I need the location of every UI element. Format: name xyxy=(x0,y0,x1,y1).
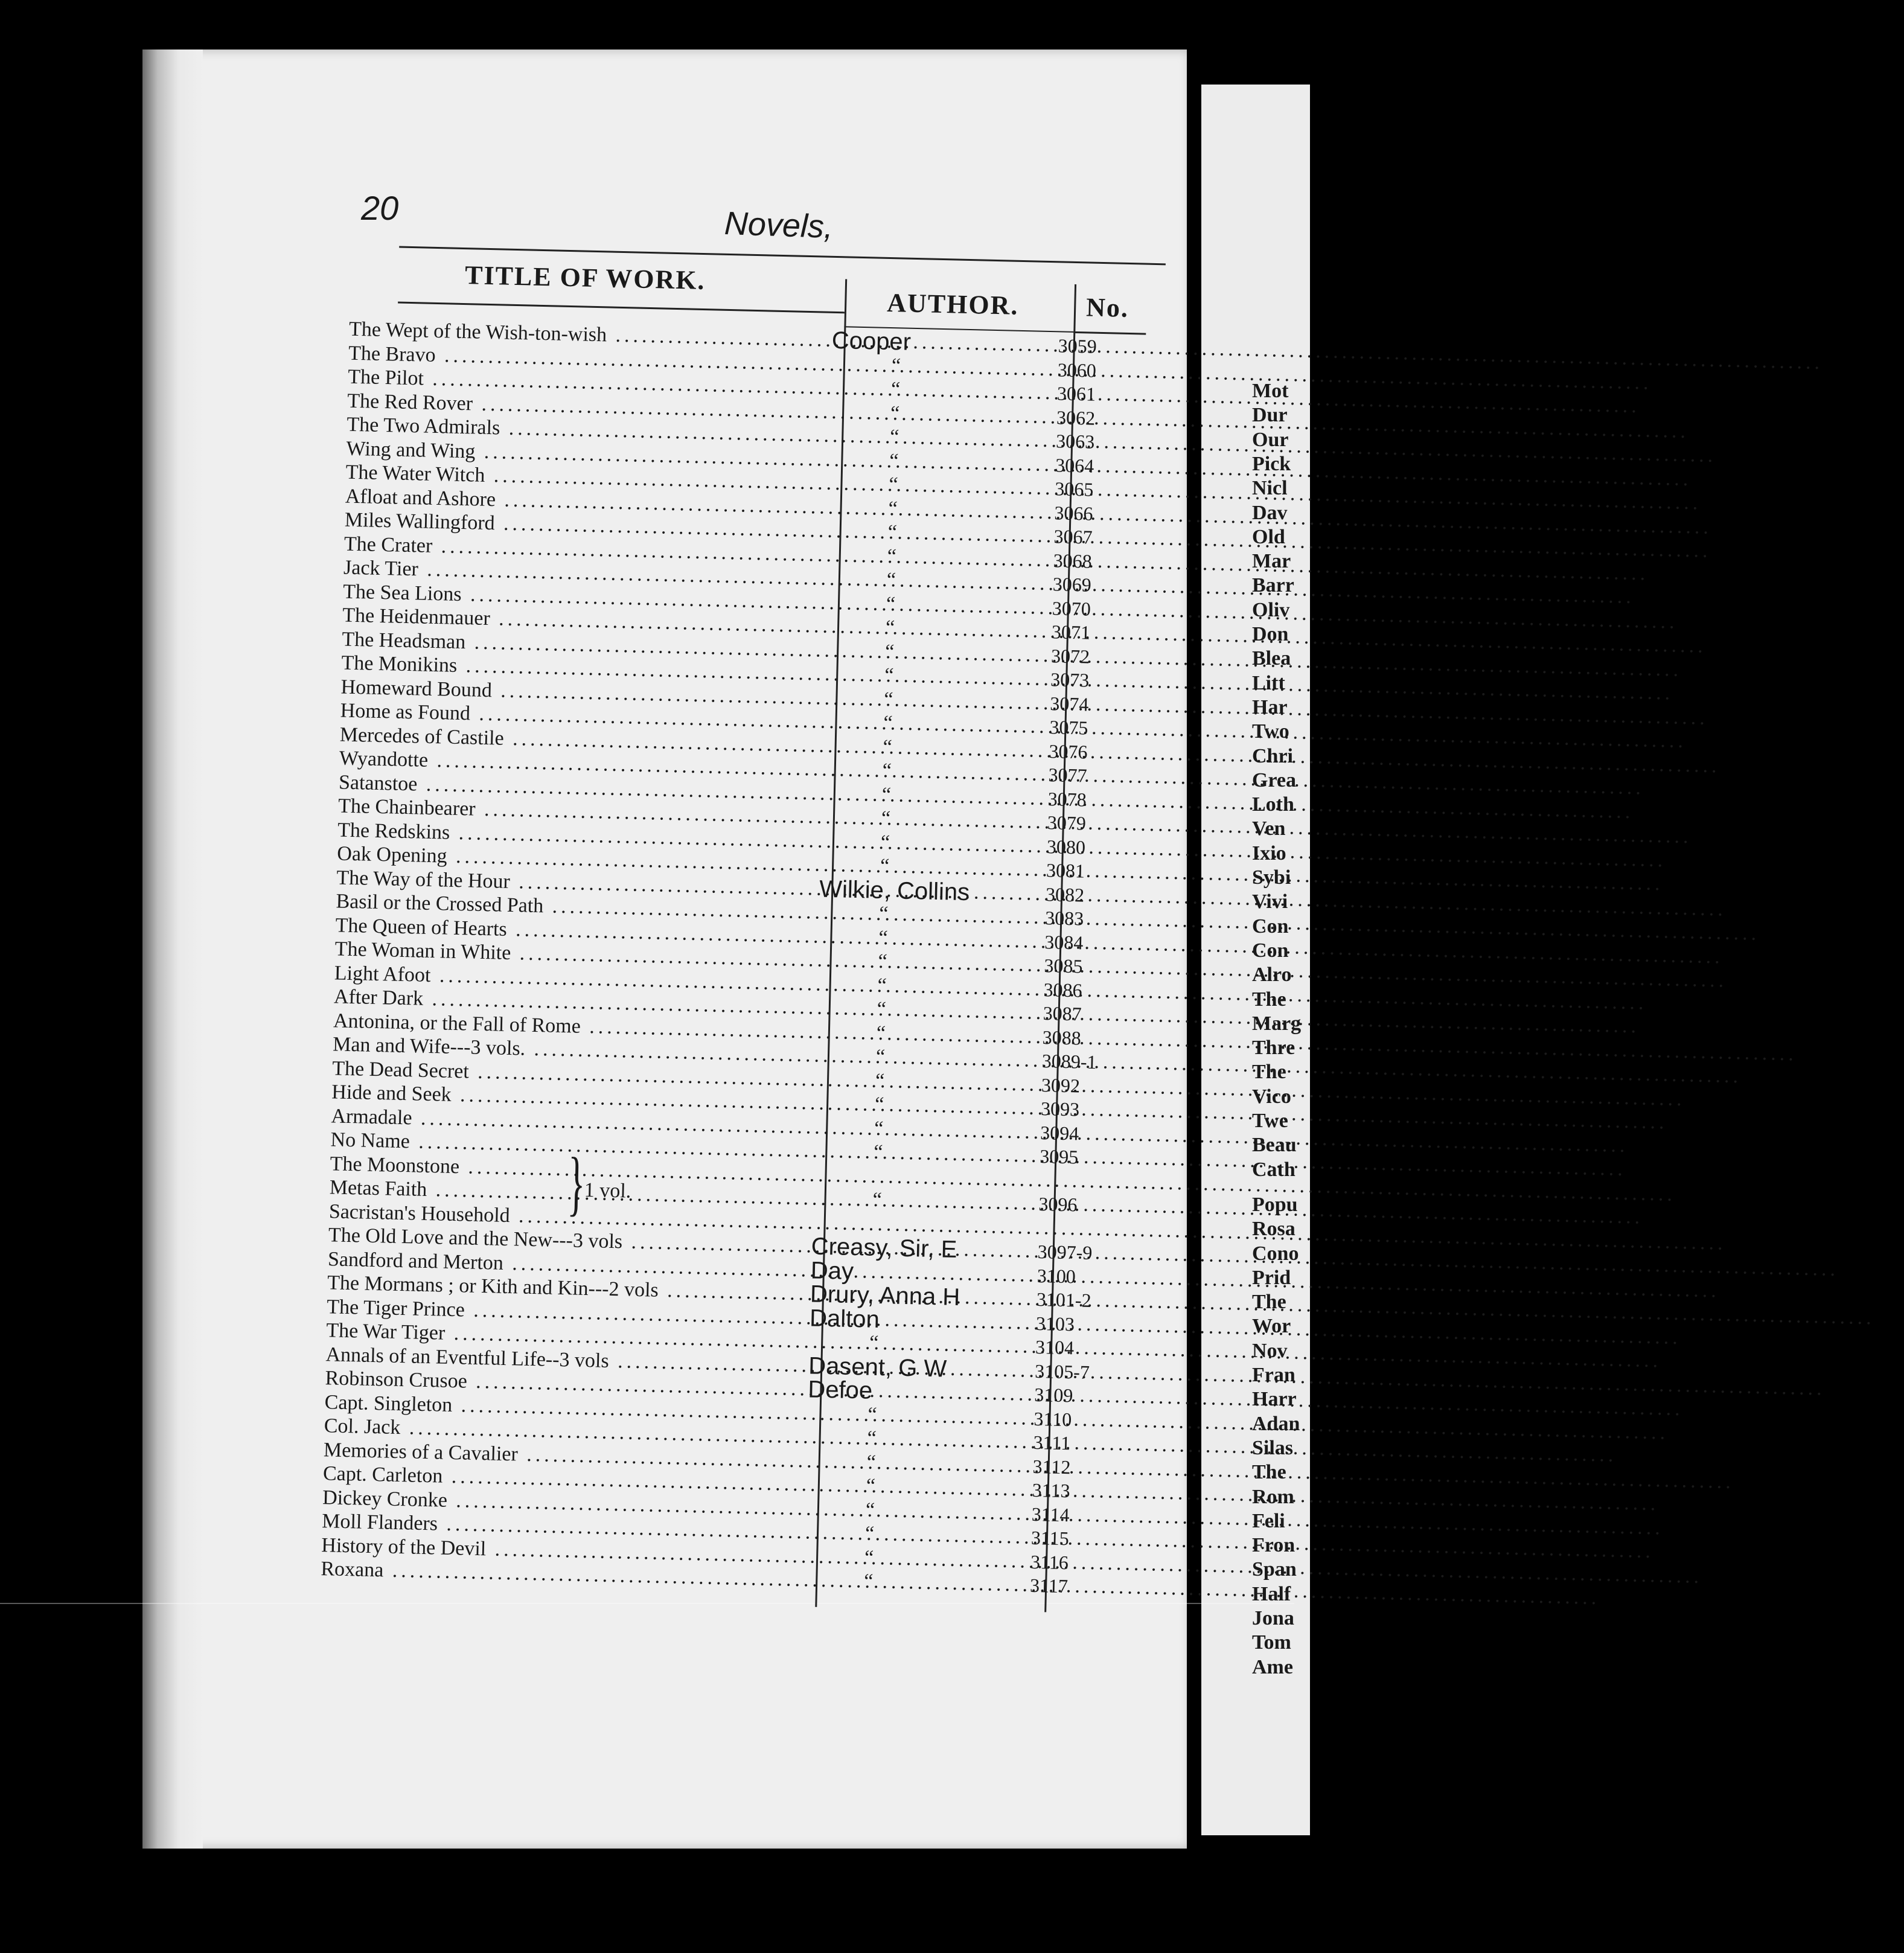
entry-title: The Queen of Hearts ..... xyxy=(335,913,819,948)
entry-author: “ xyxy=(873,1140,883,1164)
entry-number: 3078 xyxy=(1047,787,1087,811)
entry-title: Sacristan's Household ..... xyxy=(328,1200,812,1235)
entry-title: The Water Witch ..... xyxy=(345,461,829,496)
entry-author: “ xyxy=(872,1188,883,1212)
entry-author: Creasy, Sir, E xyxy=(811,1233,957,1263)
next-page-fragment: Half xyxy=(1252,1582,1291,1605)
next-page-fragment: Alro xyxy=(1252,964,1292,986)
next-page-fragment: Ven xyxy=(1252,817,1286,840)
entry-number: 3114 xyxy=(1031,1503,1070,1526)
column-header-title: TITLE OF WORK. xyxy=(464,260,706,296)
entry-number: 3115 xyxy=(1030,1526,1070,1550)
next-page-fragment: Blea xyxy=(1252,647,1291,670)
next-page-fragment: Popu xyxy=(1252,1193,1298,1216)
entry-number: 3080 xyxy=(1046,835,1086,858)
entry-number: 3094 xyxy=(1040,1121,1079,1144)
entry-number: 3116 xyxy=(1030,1550,1069,1573)
entry-author: “ xyxy=(885,616,895,639)
entry-title: Antonina, or the Fall of Rome ..... xyxy=(333,1009,817,1044)
entry-author: “ xyxy=(884,688,893,711)
entry-title: Metas Faith ..... xyxy=(329,1175,813,1210)
next-page-fragment: Fron xyxy=(1252,1534,1295,1557)
next-page-fragment: Dur xyxy=(1252,404,1288,427)
entry-number: 3085 xyxy=(1044,954,1083,977)
entry-title: Light Afoot ..... xyxy=(334,961,817,996)
next-page-fragment: Loth xyxy=(1252,793,1294,816)
entry-author: “ xyxy=(886,592,896,615)
entry-author: “ xyxy=(881,807,891,830)
next-page-fragment: Jona xyxy=(1252,1607,1294,1629)
entry-title: Jack Tier ..... xyxy=(343,556,827,591)
entry-number: 3087 xyxy=(1043,1002,1082,1025)
entry-number: 3110 xyxy=(1033,1407,1072,1430)
next-page-fragment: Con xyxy=(1252,915,1289,938)
entry-number: 3075 xyxy=(1049,716,1088,739)
entry-author: “ xyxy=(874,1093,884,1116)
entry-author: “ xyxy=(887,521,898,544)
entry-number: 3086 xyxy=(1043,978,1082,1002)
next-page-fragment: Span xyxy=(1252,1558,1297,1581)
entry-author: “ xyxy=(864,1546,874,1569)
entry-title: Robinson Crusoe ..... xyxy=(325,1366,808,1401)
entry-author: Day xyxy=(810,1256,854,1285)
entry-title: The Old Love and the New---3 vols ..... xyxy=(328,1223,812,1258)
entry-title: Armadale ..... xyxy=(331,1104,814,1139)
entry-number: 3059 xyxy=(1058,334,1097,357)
entry-number: 3088 xyxy=(1042,1026,1082,1049)
entry-title: Wyandotte ..... xyxy=(339,747,823,782)
entry-author: “ xyxy=(875,1069,885,1092)
entry-author: “ xyxy=(889,473,899,496)
entry-author: “ xyxy=(876,1021,886,1044)
entry-title: Dickey Cronke ..... xyxy=(322,1486,806,1521)
entry-title: The Dead Secret ..... xyxy=(332,1056,816,1092)
entry-author: “ xyxy=(866,1451,877,1474)
next-page-fragment: Mot xyxy=(1252,380,1289,402)
entry-number: 3103 xyxy=(1035,1312,1075,1335)
entry-author: “ xyxy=(880,854,890,878)
entry-title: The Heidenmauer ..... xyxy=(342,604,826,639)
bracket-label: 1 vol. xyxy=(584,1178,631,1203)
entry-author: “ xyxy=(882,759,892,782)
entry-number: 3061 xyxy=(1056,382,1096,405)
next-page-fragment: Tom xyxy=(1252,1631,1291,1654)
entry-title: Wing and Wing ..... xyxy=(346,436,829,471)
next-page-fragment: Cono xyxy=(1252,1242,1299,1265)
entry-title: No Name ..... xyxy=(330,1128,814,1163)
next-page-fragment: Pick xyxy=(1252,452,1291,475)
entry-author: “ xyxy=(867,1427,877,1450)
next-page-fragment: Vico xyxy=(1252,1085,1291,1108)
entry-author: “ xyxy=(884,663,894,687)
entry-number: 3100 xyxy=(1037,1264,1076,1287)
next-page-fragment: Ame xyxy=(1252,1655,1293,1678)
entry-title: Moll Flanders ..... xyxy=(322,1509,805,1544)
entry-title: The Tiger Prince ..... xyxy=(327,1295,810,1330)
entry-author: “ xyxy=(887,545,897,567)
entry-number: 3112 xyxy=(1032,1455,1071,1478)
next-page-fragment: Silas xyxy=(1252,1436,1294,1459)
entry-number: 3081 xyxy=(1046,859,1085,882)
entry-author: “ xyxy=(863,1570,874,1593)
entry-number: 3060 xyxy=(1057,358,1097,382)
entry-author: Defoe xyxy=(807,1376,873,1404)
entry-title: Homeward Bound ..... xyxy=(340,675,824,710)
entry-title: Basil or the Crossed Path ..... xyxy=(336,889,819,924)
next-page-fragment: Mar xyxy=(1252,550,1291,573)
entry-title: Capt. Singleton ..... xyxy=(324,1390,808,1425)
entry-number: 3062 xyxy=(1056,406,1096,429)
next-page-fragment: Marg xyxy=(1252,1012,1302,1035)
column-header-author: AUTHOR. xyxy=(886,287,1019,321)
entry-title: The Two Admirals ..... xyxy=(347,413,830,448)
entry-title: Memories of a Cavalier ..... xyxy=(324,1438,807,1473)
next-page-fragment: Ixio xyxy=(1252,842,1286,865)
entry-author: “ xyxy=(890,401,900,424)
entry-title: Annals of an Eventful Life--3 vols ..... xyxy=(325,1343,809,1378)
entry-number: 3101-2 xyxy=(1036,1288,1091,1311)
entry-number: 3104 xyxy=(1035,1335,1075,1359)
next-page-fragment: Beau xyxy=(1252,1134,1297,1157)
entry-title: The Woman in White ..... xyxy=(334,937,818,972)
entry-number: 3067 xyxy=(1053,525,1093,548)
next-page-fragment: Feli xyxy=(1252,1509,1285,1532)
entry-number: 3089-1 xyxy=(1041,1050,1097,1073)
entry-title: Col. Jack ..... xyxy=(324,1414,807,1449)
next-page-fragment: Fran xyxy=(1252,1364,1295,1386)
next-page-fragment: Chri xyxy=(1252,744,1293,767)
next-page-fragment: Nov xyxy=(1252,1339,1288,1362)
entry-title: The Wept of the Wish-ton-wish ..... xyxy=(349,318,832,353)
entry-number: 3092 xyxy=(1041,1073,1081,1096)
entry-number: 3095 xyxy=(1039,1145,1079,1168)
entry-title: The Crater ..... xyxy=(344,532,828,567)
entry-number: 3097-9 xyxy=(1037,1240,1093,1264)
next-page-fragment: Don xyxy=(1252,623,1289,645)
next-page-fragment: Sybi xyxy=(1252,866,1291,889)
entry-author: “ xyxy=(886,569,896,592)
next-page-fragment: The xyxy=(1252,1461,1286,1484)
entry-number: 3066 xyxy=(1054,501,1093,525)
entry-author: “ xyxy=(864,1522,875,1545)
entry-author: Drury, Anna H xyxy=(810,1280,960,1311)
page-number: 20 xyxy=(361,189,399,227)
entry-title: The Way of the Hour ..... xyxy=(336,866,820,901)
next-page-fragment: Har xyxy=(1252,695,1288,718)
entry-number: 3072 xyxy=(1050,644,1090,668)
entry-number: 3082 xyxy=(1045,883,1085,906)
entry-author: “ xyxy=(889,449,899,472)
entry-title: The Mormans ; or Kith and Kin---2 vols ..... xyxy=(327,1271,811,1306)
entry-author: “ xyxy=(880,831,890,854)
entry-author: “ xyxy=(866,1474,876,1497)
entry-author: Dasent, G W xyxy=(808,1352,947,1382)
entry-number: 3105-7 xyxy=(1034,1360,1090,1383)
next-page-fragment: Oliv xyxy=(1252,598,1290,621)
entry-number: 3093 xyxy=(1040,1098,1080,1120)
entry-number: 3069 xyxy=(1052,573,1092,596)
entry-author: Wilkie, Collins xyxy=(819,875,970,906)
entry-title: Oak Opening ..... xyxy=(337,842,820,877)
entry-author: “ xyxy=(881,783,892,806)
entry-number: 3096 xyxy=(1038,1192,1078,1216)
next-page-fragment: Litt xyxy=(1252,671,1285,694)
next-page-fragment: Vivi xyxy=(1252,890,1288,913)
entry-author: “ xyxy=(883,711,893,735)
entry-author: “ xyxy=(883,735,893,758)
entry-title: Man and Wife---3 vols. ..... xyxy=(333,1032,816,1067)
entry-author: “ xyxy=(890,378,901,401)
next-page-fragment: Cath xyxy=(1252,1158,1295,1181)
entry-title: Miles Wallingford ..... xyxy=(344,508,828,543)
entry-number: 3064 xyxy=(1055,453,1094,477)
next-page-fragment: Barr xyxy=(1252,574,1294,597)
entry-author: “ xyxy=(869,1331,879,1355)
next-page-fragment: The xyxy=(1252,1061,1286,1084)
next-page-fragment: Prid xyxy=(1252,1266,1291,1289)
entry-number: 3083 xyxy=(1044,907,1084,930)
next-page-fragment: The xyxy=(1252,1291,1286,1314)
entry-title: The Bravo ..... xyxy=(348,341,832,376)
entry-author: “ xyxy=(874,1117,884,1140)
entry-title: The Pilot ..... xyxy=(348,365,831,400)
entry-author: Dalton xyxy=(809,1304,880,1333)
entry-author: “ xyxy=(888,497,898,520)
entry-title: The Sea Lions ..... xyxy=(343,580,826,615)
column-header-number: No. xyxy=(1085,292,1129,323)
entry-number: 3111 xyxy=(1033,1431,1071,1454)
entry-author: “ xyxy=(891,354,901,377)
next-page-fragment: Adan xyxy=(1252,1412,1300,1435)
next-page-fragment: Our xyxy=(1252,428,1289,451)
entry-title: The Moonstone ..... xyxy=(330,1152,813,1187)
entry-author: Cooper xyxy=(831,327,912,356)
next-page-fragment: Con xyxy=(1252,939,1289,962)
entry-title: Capt. Carleton ..... xyxy=(323,1462,807,1497)
entry-title: Sandford and Merton ..... xyxy=(328,1247,811,1282)
next-page-fragment: Twe xyxy=(1252,1110,1288,1132)
title-header-underline xyxy=(398,302,845,314)
entry-number: 3068 xyxy=(1053,549,1093,572)
entry-number: 3071 xyxy=(1051,621,1091,644)
entry-number: 3117 xyxy=(1029,1574,1069,1597)
next-page-fragment: Nicl xyxy=(1252,477,1288,500)
entry-number: 3074 xyxy=(1049,692,1089,715)
entry-number: 3065 xyxy=(1055,478,1094,500)
entry-number: 3109 xyxy=(1033,1383,1073,1407)
entry-author: “ xyxy=(877,974,887,997)
entry-title: Roxana ..... xyxy=(321,1557,804,1592)
entry-title: The War Tiger ..... xyxy=(326,1319,810,1354)
entry-title: Mercedes of Castile ..... xyxy=(339,723,823,758)
entry-author: “ xyxy=(877,997,887,1021)
entry-number: 3079 xyxy=(1047,811,1087,834)
entry-title: The Chainbearer ..... xyxy=(338,794,822,829)
next-page-fragment: Two xyxy=(1252,720,1289,743)
next-page-fragment: Rosa xyxy=(1252,1218,1295,1241)
entry-title: After Dark ..... xyxy=(334,985,817,1020)
entry-title: Afloat and Ashore ..... xyxy=(345,484,828,519)
entry-title: The Monikins ..... xyxy=(341,651,825,686)
entry-author: “ xyxy=(878,902,889,925)
entry-author: “ xyxy=(884,640,895,663)
entry-number: 3073 xyxy=(1050,668,1090,691)
entry-author: “ xyxy=(865,1498,875,1521)
next-page-fragment: Harr xyxy=(1252,1388,1297,1411)
section-title: Novels, xyxy=(724,205,834,246)
entry-author: “ xyxy=(867,1403,878,1426)
next-page-fragment: Thre xyxy=(1252,1037,1295,1060)
entry-title: The Headsman ..... xyxy=(342,627,825,662)
entry-title: Satanstoe ..... xyxy=(339,770,822,805)
next-page-fragment: Wor xyxy=(1252,1315,1291,1338)
next-page-fragments xyxy=(1252,0,1300,1927)
entry-title: The Redskins ..... xyxy=(337,818,821,853)
next-page-fragment: Old xyxy=(1252,525,1285,548)
next-page-fragment: Rom xyxy=(1252,1485,1294,1508)
entry-author: “ xyxy=(875,1045,886,1069)
entry-number: 3070 xyxy=(1052,596,1091,620)
next-page-fragment: Dav xyxy=(1252,501,1288,524)
entry-author: “ xyxy=(878,950,888,973)
entry-title: Hide and Seek ..... xyxy=(331,1080,815,1115)
entry-number: 3063 xyxy=(1055,430,1095,453)
bracket-brace: } xyxy=(567,1142,586,1223)
entry-title: Home as Found ..... xyxy=(340,699,823,734)
next-page-fragment: Grea xyxy=(1252,769,1297,791)
entry-number: 3076 xyxy=(1049,740,1088,763)
next-page-fragment: The xyxy=(1252,988,1286,1011)
entry-number: 3084 xyxy=(1044,930,1084,954)
entry-title: The Red Rover ..... xyxy=(347,389,831,424)
entry-number: 3077 xyxy=(1048,764,1088,787)
entry-author: “ xyxy=(889,426,899,449)
entry-author: “ xyxy=(878,926,888,949)
entry-number: 3113 xyxy=(1032,1478,1070,1502)
entry-title: History of the Devil ..... xyxy=(321,1533,805,1568)
